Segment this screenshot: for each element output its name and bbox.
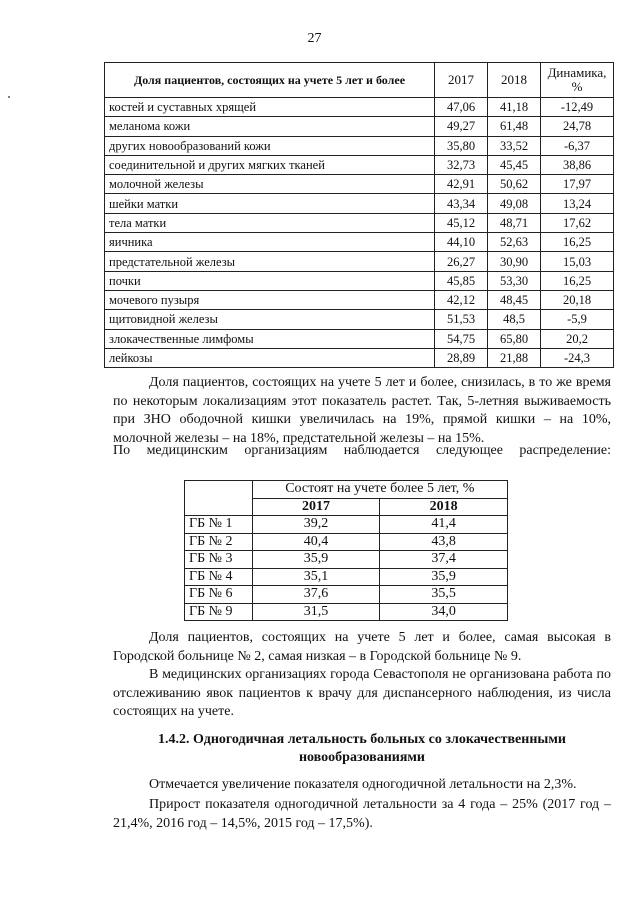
cell-2017: 42,12 [435,290,488,309]
row-label: ГБ № 1 [185,516,253,534]
cell-2018: 30,90 [488,252,541,271]
table-row [185,586,508,604]
row-label: меланома кожи [105,117,435,136]
table-row [185,533,508,551]
cell-2018: 33,52 [488,136,541,155]
cell-dynamics: 24,78 [541,117,614,136]
row-label: ГБ № 9 [185,603,253,621]
cell-2017: 44,10 [435,233,488,252]
table-row [185,603,508,621]
table-row [105,98,614,117]
cell-2018: 65,80 [488,329,541,348]
row-label: ГБ № 2 [185,533,253,551]
table-row [105,252,614,271]
row-label: щитовидной железы [105,310,435,329]
cell-2017: 45,85 [435,271,488,290]
row-label: других новообразований кожи [105,136,435,155]
table-row [185,551,508,569]
header-2017: 2017 [435,63,488,98]
row-label: шейки матки [105,194,435,213]
cell-dynamics: -6,37 [541,136,614,155]
scan-speck [8,96,10,98]
cell-2017: 49,27 [435,117,488,136]
cell-2018: 34,0 [380,603,508,621]
cell-2018: 35,5 [380,586,508,604]
cell-2017: 54,75 [435,329,488,348]
cell-2018: 45,45 [488,155,541,174]
table-row [105,329,614,348]
cell-2017: 51,53 [435,310,488,329]
paragraph-hospital-extremes: Доля пациентов, состоящих на учете 5 лет и более, самая высокая в Городской больнице № 2, самая низкая – в Городской больнице № 9. [113,630,611,664]
table-header-row [185,481,508,499]
cell-2017: 45,12 [435,213,488,232]
row-label: соединительной и других мягких тканей [105,155,435,174]
row-label: лейкозы [105,348,435,367]
cell-2017: 37,6 [252,586,380,604]
paragraph-distribution-intro: По медицинским организациям наблюдается следующее распределение: [113,443,611,458]
row-label: мочевого пузыря [105,290,435,309]
cell-dynamics: -12,49 [541,98,614,117]
table-header-row [105,63,614,98]
cell-2017: 31,5 [252,603,380,621]
cell-2018: 49,08 [488,194,541,213]
cell-2017: 43,34 [435,194,488,213]
row-label: злокачественные лимфомы [105,329,435,348]
cell-2018: 43,8 [380,533,508,551]
cell-2018: 50,62 [488,175,541,194]
cell-dynamics: 20,2 [541,329,614,348]
table-by-hospital [184,480,508,621]
cell-2017: 40,4 [252,533,380,551]
table-row [105,175,614,194]
cell-2017: 35,80 [435,136,488,155]
table-row [105,213,614,232]
row-label: костей и суставных хрящей [105,98,435,117]
table-row [105,290,614,309]
cell-2017: 39,2 [252,516,380,534]
section-heading: 1.4.2. Одногодичная летальность больных со злокачественными новообразованиями [158,732,566,765]
table-five-year-share-by-site [104,62,614,368]
row-label: молочной железы [105,175,435,194]
cell-2017: 35,1 [252,568,380,586]
cell-dynamics: 16,25 [541,271,614,290]
cell-dynamics: 20,18 [541,290,614,309]
table-row [185,516,508,534]
cell-2017: 35,9 [252,551,380,569]
header-label: Доля пациентов, состоящих на учете 5 лет и более [105,63,435,98]
cell-2018: 21,88 [488,348,541,367]
row-label: тела матки [105,213,435,232]
cell-2018: 37,4 [380,551,508,569]
cell-2017: 47,06 [435,98,488,117]
cell-dynamics: -24,3 [541,348,614,367]
table-row [105,233,614,252]
cell-2018: 53,30 [488,271,541,290]
table-row [105,117,614,136]
cell-2018: 48,5 [488,310,541,329]
row-label: почки [105,271,435,290]
header-2018: 2018 [488,63,541,98]
table-row [105,194,614,213]
cell-2018: 48,71 [488,213,541,232]
table-row [185,568,508,586]
cell-2018: 35,9 [380,568,508,586]
table-row [105,136,614,155]
table-row [105,271,614,290]
header-span: Состоят на учете более 5 лет, % [252,481,507,499]
header-2018: 2018 [380,498,508,516]
cell-2018: 61,48 [488,117,541,136]
row-label: яичника [105,233,435,252]
cell-dynamics: 38,86 [541,155,614,174]
paragraph-monitoring: В медицинских организациях города Севастополя не организована работа по отслеживанию явок пациентов к врачу для диспансерного наблюдения, из числа состоящих на учете. [113,667,611,719]
header-empty-cell [185,481,253,516]
paragraph-mortality-growth: Прирост показателя одногодичной летальности за 4 года – 25% (2017 год – 21,4%, 2016 год – 14,5%, 2015 год – 17,5%). [113,797,611,831]
cell-dynamics: 17,62 [541,213,614,232]
cell-2017: 28,89 [435,348,488,367]
row-label: ГБ № 4 [185,568,253,586]
row-label: ГБ № 6 [185,586,253,604]
table-row [105,348,614,367]
paragraph-five-year-share: Доля пациентов, состоящих на учете 5 лет и более, снизилась, в то же время по некоторым локализациям этот показатель растет. Так, 5-летняя выживаемость при ЗНО ободочной кишки увеличилась на 19%, прямой кишки – на 10%, молочной железы – на 18%, предстательной железы – на 15%. [113,375,611,446]
row-label: предстательной железы [105,252,435,271]
cell-2018: 48,45 [488,290,541,309]
paragraph-mortality-increase: Отмечается увеличение показателя одногодичной летальности на 2,3%. [149,777,577,792]
cell-2017: 26,27 [435,252,488,271]
cell-2018: 41,18 [488,98,541,117]
cell-2017: 32,73 [435,155,488,174]
table-row [105,155,614,174]
cell-dynamics: -5,9 [541,310,614,329]
cell-2018: 52,63 [488,233,541,252]
cell-2017: 42,91 [435,175,488,194]
header-2017: 2017 [252,498,380,516]
row-label: ГБ № 3 [185,551,253,569]
cell-2018: 41,4 [380,516,508,534]
cell-dynamics: 15,03 [541,252,614,271]
page-number: 27 [307,31,322,46]
cell-dynamics: 17,97 [541,175,614,194]
header-dynamics: Динамика, % [541,63,614,98]
table-row [105,310,614,329]
cell-dynamics: 13,24 [541,194,614,213]
cell-dynamics: 16,25 [541,233,614,252]
